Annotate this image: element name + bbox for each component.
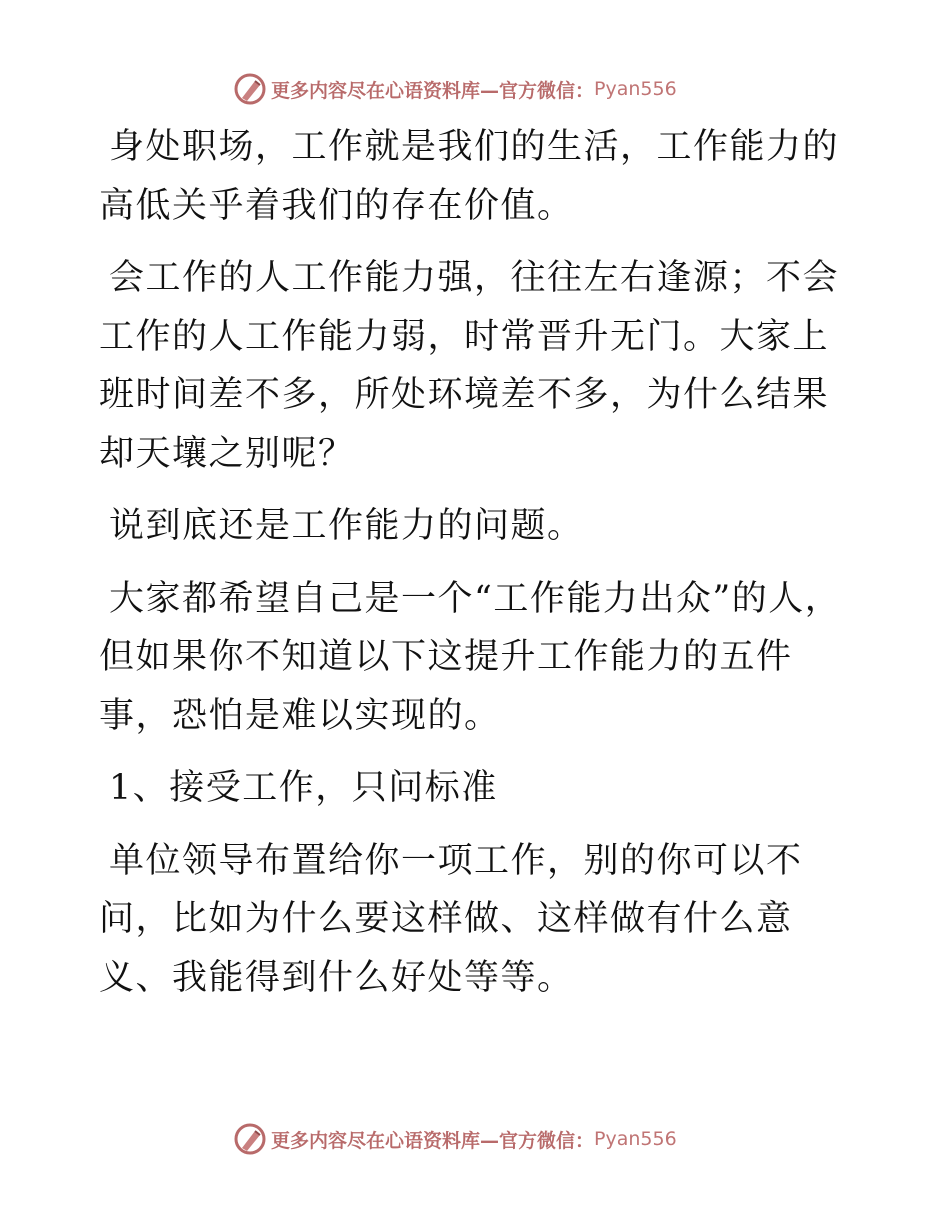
paragraph: 身处职场，工作就是我们的生活，工作能力的高低关乎着我们的存在价值。 — [99, 127, 840, 226]
header-watermark — [233, 70, 677, 108]
watermark-text: 更多内容尽在心语资料库—官方微信： — [271, 79, 595, 102]
watermark-wechat-id: Pyan556 — [594, 78, 677, 100]
document-body — [99, 118, 859, 1021]
section-heading: 1、接受工作，只问标准 — [109, 768, 498, 808]
paragraph: 会工作的人工作能力强，往往左右逢源；不会工作的人工作能力弱，时常晋升无门。大家上班时间差不多，所处环境差不多，为什么结果却天壤之别呢？ — [99, 258, 840, 474]
paragraph: 单位领导布置给你一项工作，别的你可以不问，比如为什么要这样做、这样做有什么意义、我能得到什么好处等等。 — [99, 840, 803, 998]
paragraph: 大家都希望自己是一个“工作能力出众”的人，但如果你不知道以下这提升工作能力的五件事，恐怕是难以实现的。 — [99, 578, 842, 736]
watermark-text: 更多内容尽在心语资料库—官方微信： — [271, 1129, 595, 1152]
pen-circle-icon — [233, 1122, 267, 1156]
paragraph: 说到底还是工作能力的问题。 — [109, 506, 584, 546]
footer-watermark — [233, 1120, 677, 1158]
watermark-wechat-id: Pyan556 — [594, 1128, 677, 1150]
pen-circle-icon — [233, 72, 267, 106]
